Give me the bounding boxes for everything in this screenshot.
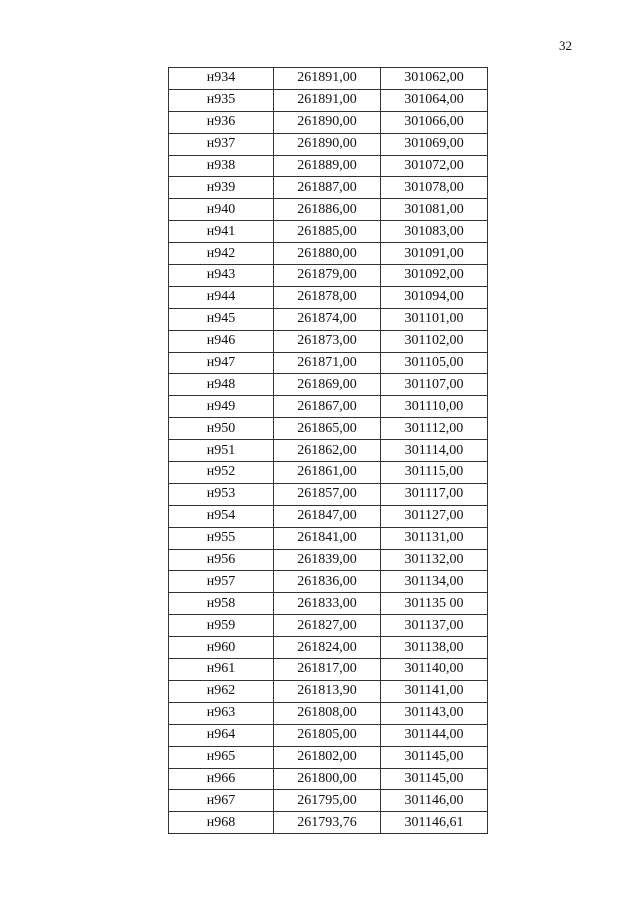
table-row: [169, 89, 488, 111]
x-coordinate-cell: 261795,00: [274, 790, 381, 812]
x-coordinate-cell: 261891,00: [274, 68, 381, 90]
y-coordinate-cell: 301083,00: [381, 221, 488, 243]
x-coordinate-cell: 261891,00: [274, 89, 381, 111]
x-coordinate-cell: 261839,00: [274, 549, 381, 571]
y-coordinate-cell: 301117,00: [381, 483, 488, 505]
x-coordinate-cell: 261800,00: [274, 768, 381, 790]
point-name-cell: н937: [169, 133, 274, 155]
point-name-cell: н936: [169, 111, 274, 133]
table-row: [169, 746, 488, 768]
x-coordinate-cell: 261880,00: [274, 243, 381, 265]
y-coordinate-cell: 301146,00: [381, 790, 488, 812]
table-row: [169, 352, 488, 374]
point-name-cell: н941: [169, 221, 274, 243]
table-row: [169, 440, 488, 462]
y-coordinate-cell: 301102,00: [381, 330, 488, 352]
y-coordinate-cell: 301144,00: [381, 724, 488, 746]
coordinates-table: [168, 67, 488, 834]
point-name-cell: н963: [169, 702, 274, 724]
y-coordinate-cell: 301081,00: [381, 199, 488, 221]
point-name-cell: н964: [169, 724, 274, 746]
y-coordinate-cell: 301105,00: [381, 352, 488, 374]
y-coordinate-cell: 301141,00: [381, 680, 488, 702]
table-row: [169, 374, 488, 396]
x-coordinate-cell: 261873,00: [274, 330, 381, 352]
y-coordinate-cell: 301078,00: [381, 177, 488, 199]
y-coordinate-cell: 301145,00: [381, 746, 488, 768]
x-coordinate-cell: 261879,00: [274, 265, 381, 287]
point-name-cell: н946: [169, 330, 274, 352]
point-name-cell: н947: [169, 352, 274, 374]
y-coordinate-cell: 301094,00: [381, 286, 488, 308]
point-name-cell: н949: [169, 396, 274, 418]
y-coordinate-cell: 301064,00: [381, 89, 488, 111]
point-name-cell: н952: [169, 462, 274, 484]
x-coordinate-cell: 261869,00: [274, 374, 381, 396]
x-coordinate-cell: 261889,00: [274, 155, 381, 177]
point-name-cell: н965: [169, 746, 274, 768]
page-number: 32: [559, 38, 572, 53]
point-name-cell: н942: [169, 243, 274, 265]
y-coordinate-cell: 301092,00: [381, 265, 488, 287]
table-row: [169, 418, 488, 440]
y-coordinate-cell: 301115,00: [381, 462, 488, 484]
table-row: [169, 593, 488, 615]
point-name-cell: н951: [169, 440, 274, 462]
table-row: [169, 571, 488, 593]
table-row: [169, 155, 488, 177]
x-coordinate-cell: 261793,76: [274, 812, 381, 834]
y-coordinate-cell: 301062,00: [381, 68, 488, 90]
y-coordinate-cell: 301110,00: [381, 396, 488, 418]
point-name-cell: н961: [169, 659, 274, 681]
table-row: [169, 702, 488, 724]
point-name-cell: н940: [169, 199, 274, 221]
table-row: [169, 243, 488, 265]
table-row: [169, 483, 488, 505]
x-coordinate-cell: 261847,00: [274, 505, 381, 527]
x-coordinate-cell: 261871,00: [274, 352, 381, 374]
y-coordinate-cell: 301091,00: [381, 243, 488, 265]
table-row: [169, 790, 488, 812]
table-row: [169, 462, 488, 484]
y-coordinate-cell: 301131,00: [381, 527, 488, 549]
point-name-cell: н959: [169, 615, 274, 637]
x-coordinate-cell: 261824,00: [274, 637, 381, 659]
table-row: [169, 680, 488, 702]
y-coordinate-cell: 301069,00: [381, 133, 488, 155]
x-coordinate-cell: 261833,00: [274, 593, 381, 615]
table-row: [169, 396, 488, 418]
y-coordinate-cell: 301135 00: [381, 593, 488, 615]
point-name-cell: н966: [169, 768, 274, 790]
x-coordinate-cell: 261885,00: [274, 221, 381, 243]
table-row: [169, 549, 488, 571]
x-coordinate-cell: 261808,00: [274, 702, 381, 724]
x-coordinate-cell: 261886,00: [274, 199, 381, 221]
y-coordinate-cell: 301101,00: [381, 308, 488, 330]
x-coordinate-cell: 261890,00: [274, 111, 381, 133]
x-coordinate-cell: 261867,00: [274, 396, 381, 418]
table-row: [169, 199, 488, 221]
y-coordinate-cell: 301134,00: [381, 571, 488, 593]
table-row: [169, 505, 488, 527]
y-coordinate-cell: 301143,00: [381, 702, 488, 724]
point-name-cell: н968: [169, 812, 274, 834]
table-row: [169, 177, 488, 199]
table-row: [169, 221, 488, 243]
y-coordinate-cell: 301145,00: [381, 768, 488, 790]
point-name-cell: н954: [169, 505, 274, 527]
point-name-cell: н955: [169, 527, 274, 549]
x-coordinate-cell: 261805,00: [274, 724, 381, 746]
y-coordinate-cell: 301072,00: [381, 155, 488, 177]
table-row: [169, 812, 488, 834]
x-coordinate-cell: 261857,00: [274, 483, 381, 505]
y-coordinate-cell: 301138,00: [381, 637, 488, 659]
point-name-cell: н960: [169, 637, 274, 659]
table-row: [169, 659, 488, 681]
y-coordinate-cell: 301140,00: [381, 659, 488, 681]
table-row: [169, 68, 488, 90]
table-row: [169, 724, 488, 746]
point-name-cell: н962: [169, 680, 274, 702]
point-name-cell: н945: [169, 308, 274, 330]
point-name-cell: н934: [169, 68, 274, 90]
x-coordinate-cell: 261865,00: [274, 418, 381, 440]
point-name-cell: н939: [169, 177, 274, 199]
point-name-cell: н950: [169, 418, 274, 440]
y-coordinate-cell: 301146,61: [381, 812, 488, 834]
point-name-cell: н967: [169, 790, 274, 812]
coordinates-table-body: [169, 68, 488, 834]
table-row: [169, 133, 488, 155]
x-coordinate-cell: 261817,00: [274, 659, 381, 681]
y-coordinate-cell: 301066,00: [381, 111, 488, 133]
x-coordinate-cell: 261802,00: [274, 746, 381, 768]
point-name-cell: н953: [169, 483, 274, 505]
x-coordinate-cell: 261841,00: [274, 527, 381, 549]
y-coordinate-cell: 301112,00: [381, 418, 488, 440]
x-coordinate-cell: 261836,00: [274, 571, 381, 593]
point-name-cell: н938: [169, 155, 274, 177]
point-name-cell: н957: [169, 571, 274, 593]
x-coordinate-cell: 261890,00: [274, 133, 381, 155]
x-coordinate-cell: 261874,00: [274, 308, 381, 330]
x-coordinate-cell: 261862,00: [274, 440, 381, 462]
x-coordinate-cell: 261861,00: [274, 462, 381, 484]
x-coordinate-cell: 261878,00: [274, 286, 381, 308]
table-row: [169, 527, 488, 549]
table-row: [169, 637, 488, 659]
table-row: [169, 330, 488, 352]
x-coordinate-cell: 261813,90: [274, 680, 381, 702]
y-coordinate-cell: 301107,00: [381, 374, 488, 396]
point-name-cell: н948: [169, 374, 274, 396]
point-name-cell: н943: [169, 265, 274, 287]
point-name-cell: н944: [169, 286, 274, 308]
table-row: [169, 286, 488, 308]
table-row: [169, 308, 488, 330]
point-name-cell: н935: [169, 89, 274, 111]
x-coordinate-cell: 261827,00: [274, 615, 381, 637]
x-coordinate-cell: 261887,00: [274, 177, 381, 199]
point-name-cell: н956: [169, 549, 274, 571]
y-coordinate-cell: 301132,00: [381, 549, 488, 571]
y-coordinate-cell: 301114,00: [381, 440, 488, 462]
point-name-cell: н958: [169, 593, 274, 615]
table-row: [169, 111, 488, 133]
table-row: [169, 265, 488, 287]
table-row: [169, 615, 488, 637]
y-coordinate-cell: 301127,00: [381, 505, 488, 527]
table-row: [169, 768, 488, 790]
y-coordinate-cell: 301137,00: [381, 615, 488, 637]
